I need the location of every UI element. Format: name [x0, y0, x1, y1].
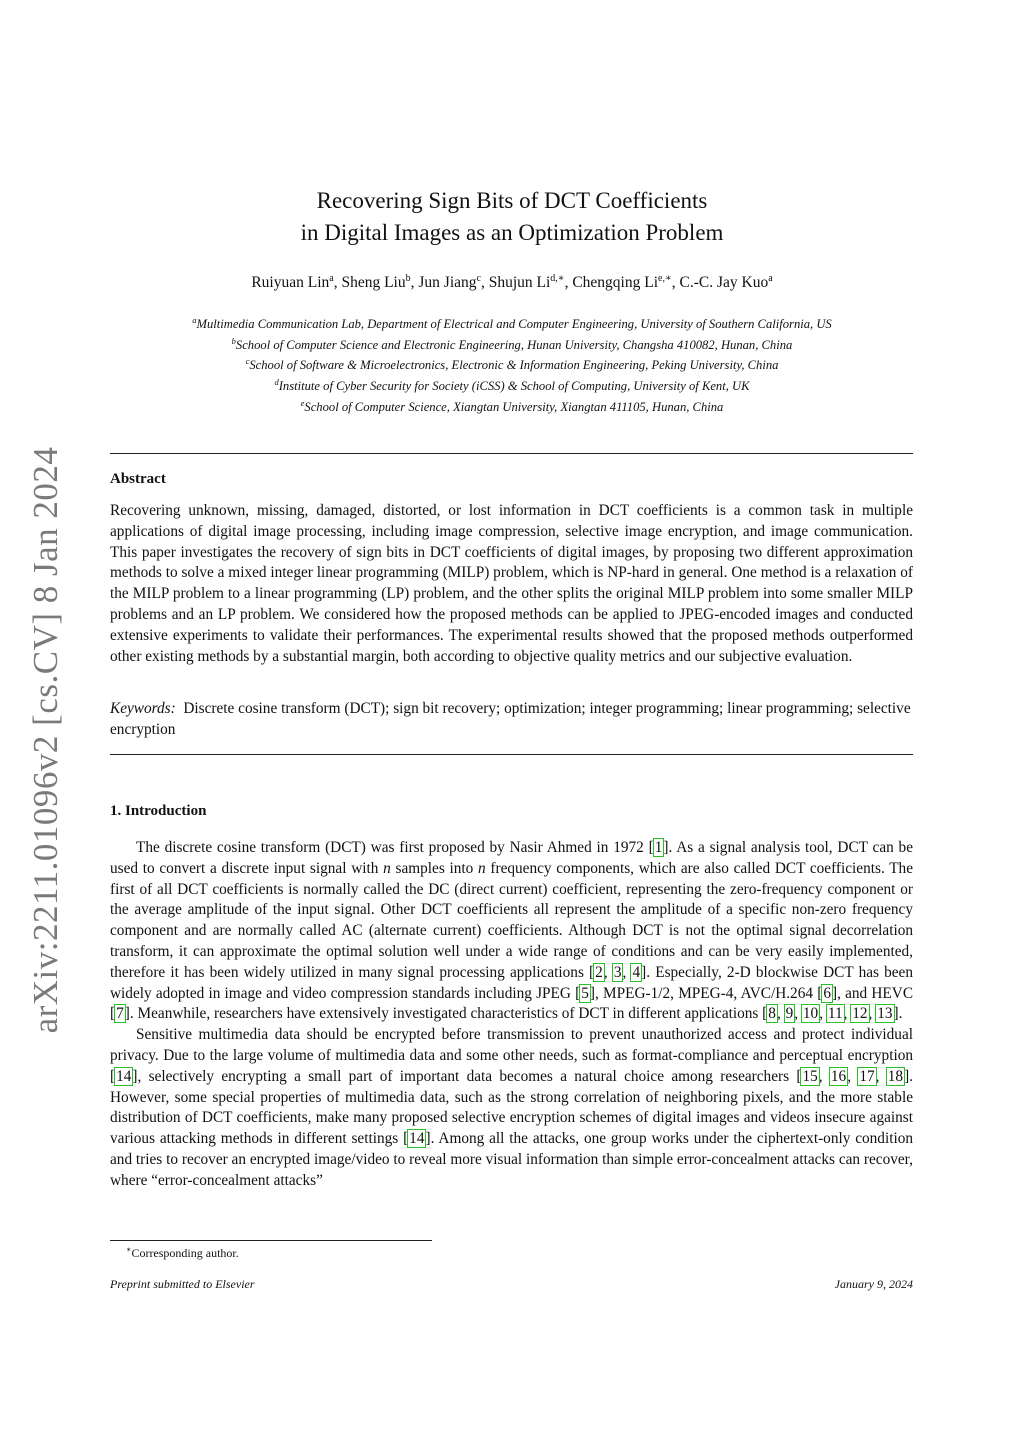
text-run: ], selectively encrypting a small part of important data becomes a natural choice among researchers [ — [132, 1067, 802, 1085]
citation-link[interactable]: 10 — [802, 1005, 819, 1023]
citation-link[interactable]: 12 — [852, 1005, 868, 1023]
abstract-bottom-rule — [110, 754, 913, 755]
section-heading-introduction: 1. Introduction — [110, 803, 207, 819]
text-run: samples into — [390, 859, 479, 877]
citation-link[interactable]: 7 — [116, 1005, 124, 1023]
affil-text: School of Computer Science, Xiangtan University, Xiangtan 411105, Hunan, China — [304, 399, 724, 414]
citation-link[interactable]: 16 — [830, 1067, 847, 1085]
citation-link[interactable]: 2 — [595, 963, 603, 981]
keywords-text: Discrete cosine transform (DCT); sign bit recovery; optimization; integer programming; linear programming; selective encryption — [110, 700, 911, 738]
citation-link[interactable]: 14 — [409, 1130, 425, 1148]
citation-link[interactable]: 17 — [859, 1067, 875, 1085]
author-name: Shujun Li — [488, 274, 551, 292]
author-affil-mark: e,∗ — [658, 273, 672, 284]
keywords — [110, 699, 913, 741]
abstract-heading: Abstract — [110, 471, 166, 487]
citation-link[interactable]: 18 — [887, 1067, 904, 1085]
author-affil-mark: d,∗ — [550, 273, 565, 284]
citation-link[interactable]: 14 — [116, 1067, 132, 1085]
citation-link[interactable]: 5 — [581, 984, 589, 1002]
citation-link[interactable]: 15 — [802, 1067, 818, 1085]
affiliation — [0, 374, 1024, 395]
affil-mark: b — [231, 335, 236, 346]
title-line-2: in Digital Images as an Optimization Problem — [300, 220, 724, 245]
text-run: The discrete cosine transform (DCT) was first proposed by Nasir Ahmed in 1972 [ — [136, 839, 654, 856]
affil-mark: c — [245, 356, 250, 367]
affil-text: School of Computer Science and Electronic Engineering, Hunan University, Changsha 410082, Hunan, China — [235, 337, 793, 352]
text-run: ]. As a signal analysis tool, DCT can be used to convert a discrete input signal with — [110, 839, 913, 877]
affiliation — [0, 333, 1024, 354]
footer-date: January 9, 2024 — [834, 1277, 913, 1291]
author-list: Ruiyuan Lin$^a$, Sheng Liu$^b$, Jun Jiang$^c$, Shujun $Li^{d,∗}$, Chengqing $Li^{e,∗}$, C.-C. Jay Kuo$^a$ — [251, 273, 773, 292]
affiliation — [0, 353, 1024, 374]
intro-paragraph-2: Sensitive multimedia data should be encrypted before transmission to prevent unauthorized access and protect individual privacy. Due to the large volume of multimedia data and some other needs, such as format-compliance and perceptual encryption [14], selectively encrypting a small part of important data becomes a natural choice among researchers [15, 16, 17, 18]. However, some special properties of multimedia data, such as the strong correlation of neighboring pixels, and the more stable distribution of DCT coefficients, make many proposed selective encryption schemes of digital images and videos insecure against various attacking methods in different settings [14]. Among all the attacks, one group works under the ciphertext-only condition and tries to recover an encrypted image/video to reveal more visual information than simple error-concealment attacks can recover, where “error-concealment attacks” — [110, 1026, 913, 1189]
paper-title — [0, 185, 1024, 249]
text-run: ]. However, some special properties of multimedia data, such as the strong correlation of neighboring pixels, and the more stable distribution of DCT coefficients, make many proposed selective encryption schemes of digital images and videos insecure against various attacking methods in different settings [ — [110, 1067, 913, 1148]
math-variable: n — [478, 859, 486, 877]
text-run: ]. — [893, 1005, 903, 1023]
footnote-text: Corresponding author. — [131, 1246, 239, 1260]
affil-text: Institute of Cyber Security for Society (iCSS) & School of Computing, University of Kent, UK — [278, 379, 750, 394]
affiliation — [0, 312, 1024, 333]
text-run: Sensitive multimedia data should be encrypted before transmission to prevent unauthorized access and protect individual privacy. Due to the large volume of multimedia data and some other needs, such as format-compliance and perceptual encryption [ — [110, 1026, 913, 1085]
citation-link[interactable]: 13 — [877, 1005, 893, 1023]
author-affil-mark: a — [768, 273, 773, 284]
affil-mark: e — [300, 397, 305, 408]
affiliation-list — [0, 312, 1024, 415]
math-variable: n — [383, 859, 391, 877]
introduction-body — [110, 838, 913, 1192]
keywords-label: Keywords: — [110, 700, 176, 717]
citation-link[interactable]: 4 — [632, 963, 641, 981]
footnote — [126, 1245, 239, 1261]
text-run: ]. Among all the attacks, one group works under the ciphertext-only condition and tries to recover an encrypted image/video to reveal more visual information than simple error-concealment attacks can recover, where “error-concealment attacks” — [110, 1130, 913, 1189]
affil-text: School of Software & Microelectronics, Electronic & Information Engineering, Peking University, China — [249, 358, 779, 373]
citation-link[interactable]: 8 — [768, 1005, 776, 1023]
author-name: Jun Jiang — [418, 274, 477, 292]
author-affil-mark: c — [476, 273, 481, 284]
affil-mark: d — [274, 377, 279, 388]
footnote-mark: ∗ — [126, 1245, 132, 1254]
intro-paragraph-1: The discrete cosine transform (DCT) was first proposed by Nasir Ahmed in 1972 [1]. As a signal analysis tool, DCT can be used to convert a discrete input signal with n samples into n frequency components, which are also called DCT coefficients. The first of all DCT coefficients is normally called the DC (direct current) coefficient, representing the zero-frequency component or the average amplitude of the input signal. Other DCT coefficients all represent the amplitude of a specific non-zero frequency component and are normally called AC (alternate current) coefficients. Although DCT is not the optimal signal decorrelation transform, it can approximate the optimal solution well under a wide range of conditions and can be very easily implemented, therefore it has been widely utilized in many signal processing applications [2, 3, 4]. Especially, 2-D blockwise DCT has been widely adopted in image and video compression standards including JPEG [5], MPEG-1/2, MPEG-4, AVC/H.264 [6], and HEVC [7]. Meanwhile, researchers have extensively investigated characteristics of DCT in different applications [8, 9, 10, 11, 12, 13]. — [110, 839, 914, 1023]
author-name: Sheng Liu — [341, 274, 406, 292]
text-run: ], and HEVC [ — [110, 984, 914, 1023]
arxiv-id: arXiv:2211.01096v2 [cs.CV] 8 Jan 2024 — [26, 446, 65, 1034]
text-run: frequency components, which are also called DCT coefficients. The first of all DCT coefficients is normally called the DC (direct current) coefficient, representing the zero-frequency component or the average amplitude of the input signal. Other DCT coefficients all represent the amplitude of a specific non-zero frequency component and are normally called AC (alternate current) coefficients. Although DCT is not the optimal signal decorrelation transform, it can approximate the optimal solution well under a wide range of conditions and can be very easily implemented, therefore it has been widely utilized in many signal processing applications [ — [110, 859, 913, 981]
text-run: ]. Especially, 2-D blockwise DCT has been widely adopted in image and video compression standards including JPEG [ — [110, 963, 913, 1002]
citation-link[interactable]: 1 — [654, 839, 663, 856]
text-run: ], MPEG-1/2, MPEG-4, AVC/H.264 [ — [589, 984, 823, 1002]
author-name: Chengqing Li — [572, 274, 659, 292]
arxiv-sidebar-stamp — [24, 446, 68, 1034]
author-name: C.-C. Jay Kuo — [679, 274, 769, 292]
footnote-rule — [110, 1240, 432, 1241]
citation-link[interactable]: 6 — [823, 984, 831, 1002]
citation-link[interactable]: 11 — [827, 1005, 843, 1023]
author-name: Ruiyuan Lin — [251, 274, 330, 292]
abstract-text: Recovering unknown, missing, damaged, distorted, or lost information in DCT coefficients is a common task in multiple applications of digital image processing, including image compression, selective image encryption, and image communication. This paper investigates the recovery of sign bits in DCT coefficients of digital images, by proposing two different approximation methods to solve a mixed integer linear programming (MILP) problem, which is NP-hard in general. One method is a relaxation of the MILP problem to a linear programming (LP) problem, and the other splits the original MILP problem into some smaller MILP problems and an LP problem. We considered how the proposed methods can be applied to JPEG-encoded images and conducted extensive experiments to validate their performances. The experimental results showed that the proposed methods outperformed other existing methods by a substantial margin, both according to objective quality metrics and our subjective evaluation. — [110, 502, 913, 665]
text-run: ]. Meanwhile, researchers have extensively investigated characteristics of DCT in different applications [ — [124, 1005, 768, 1023]
citation-link[interactable]: 3 — [613, 963, 622, 981]
footer-preprint-note: Preprint submitted to Elsevier — [110, 1277, 255, 1291]
title-line-1: Recovering Sign Bits of DCT Coefficients — [316, 188, 708, 213]
affil-mark: a — [192, 315, 197, 325]
citation-link[interactable]: 9 — [785, 1005, 794, 1023]
affil-text: Multimedia Communication Lab, Department of Electrical and Computer Engineering, University of Southern California, US — [196, 317, 832, 332]
affiliation — [0, 395, 1024, 416]
author-affil-mark: b — [405, 273, 411, 284]
author-affil-mark: a — [329, 273, 334, 284]
abstract-top-rule — [110, 453, 913, 454]
